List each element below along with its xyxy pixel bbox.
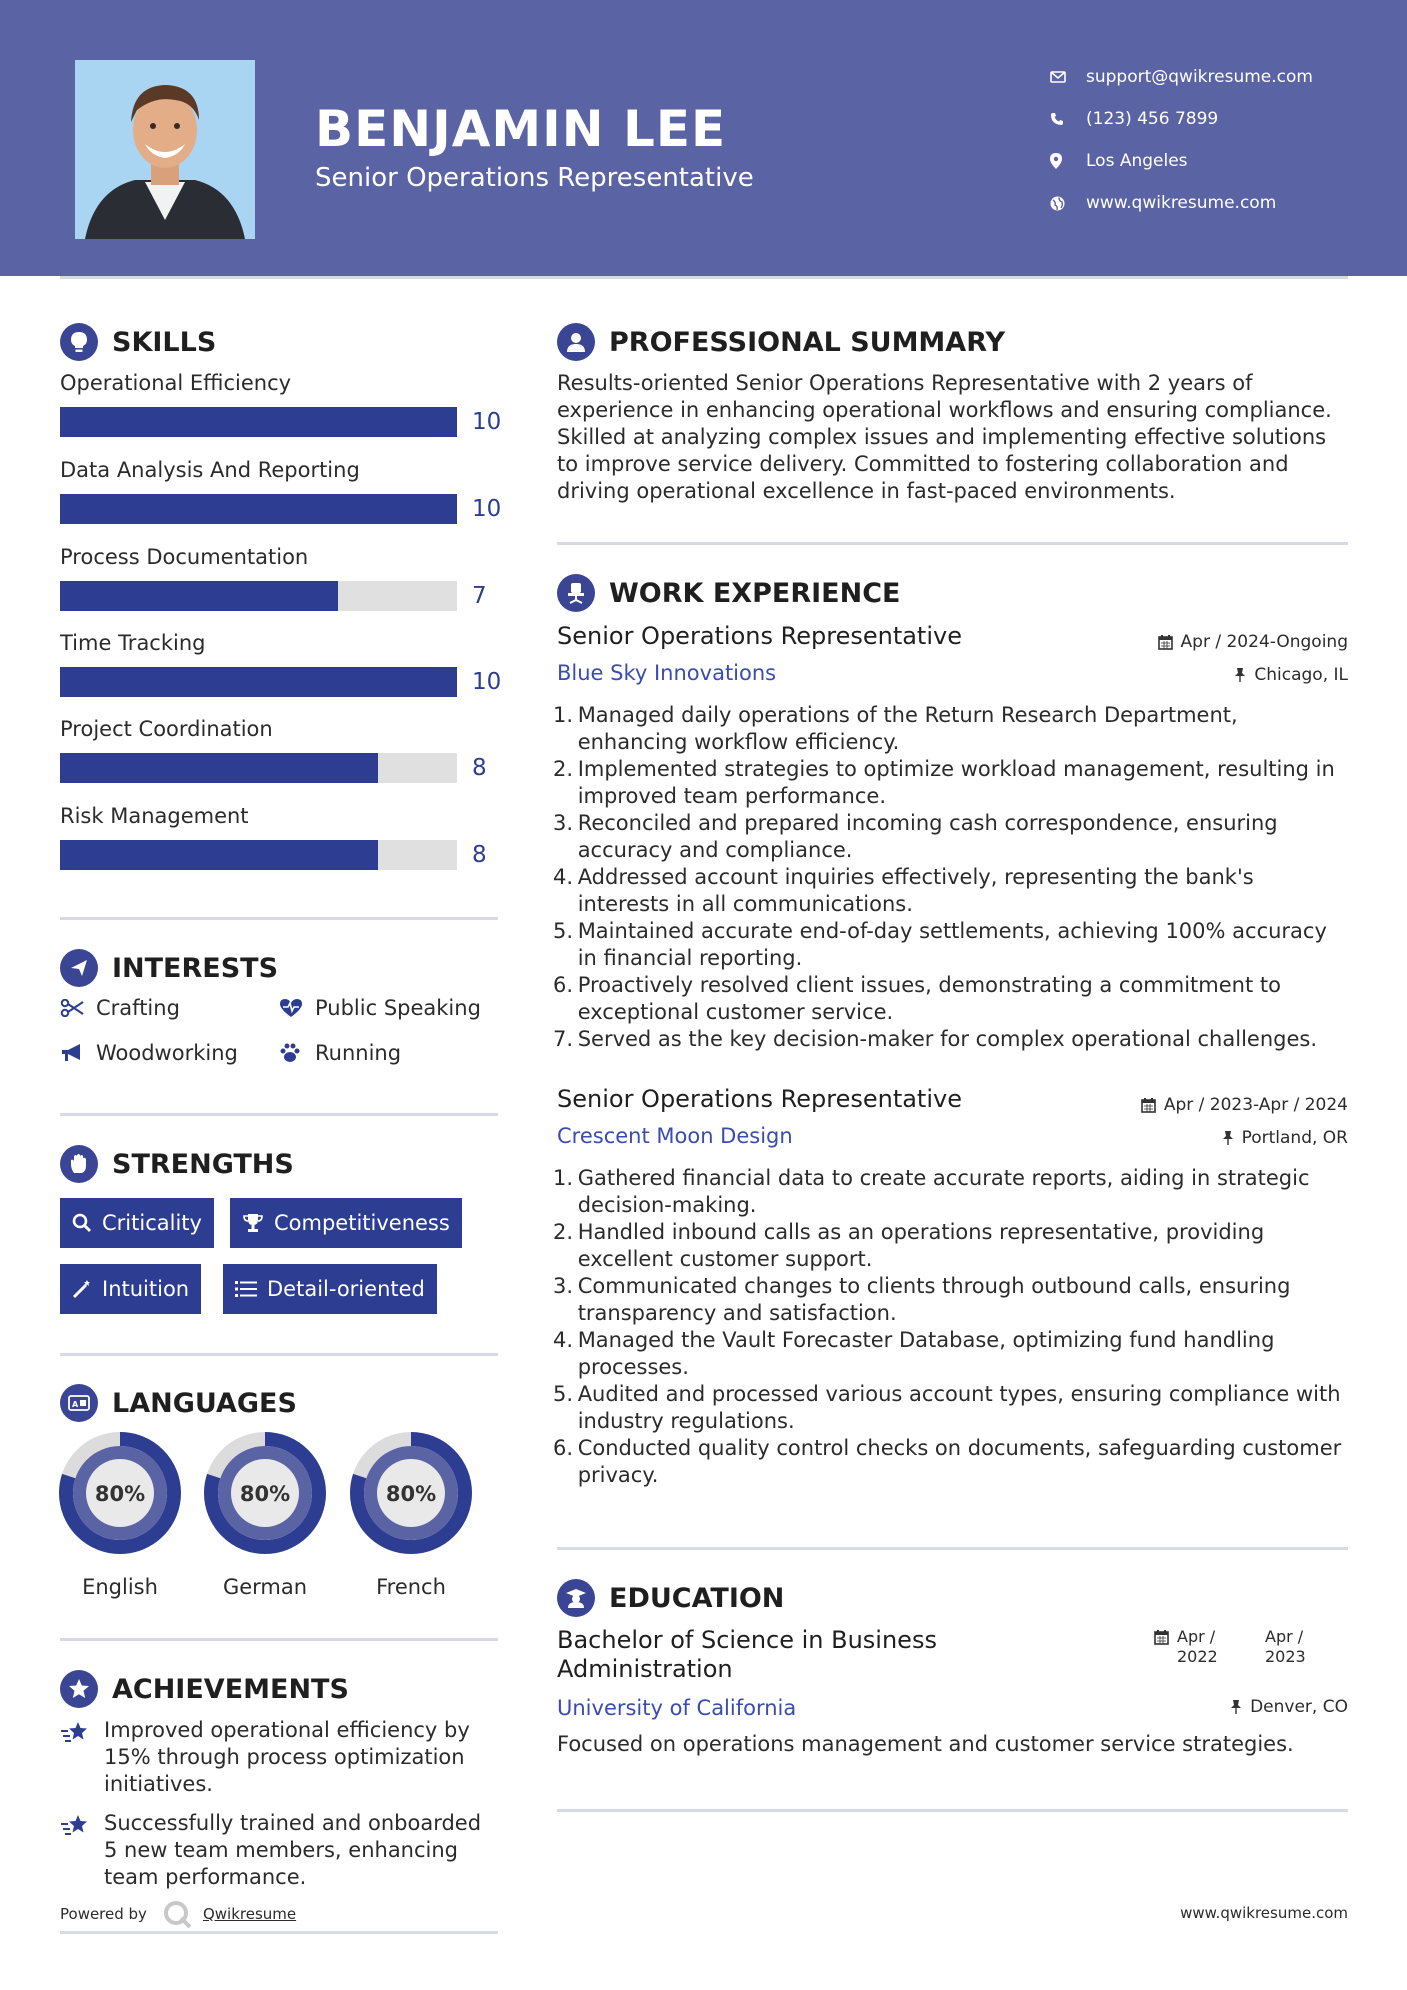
interest-item [279,996,481,1020]
resume-header [0,0,1407,276]
strength-tag [223,1264,437,1314]
interests-heading [60,949,278,987]
job-bullet: 3. Communicated changes to clients through outbound calls, ensuring transparency and satisfaction. [553,1274,1291,1325]
education-heading [557,1579,784,1617]
qwikresume-logo-icon [163,1900,193,1928]
skills-heading [60,323,216,361]
languages-title: LANGUAGES [112,1387,297,1419]
job-dates [1158,632,1348,652]
skill-bar-fill [60,581,338,611]
language-ring [58,1431,182,1555]
lightbulb-icon [60,323,98,361]
calendar-icon [1158,635,1173,650]
achievement-text: Successfully trained and onboarded 5 new team members, enhancing team performance. [104,1811,482,1889]
skills-title: SKILLS [112,326,217,358]
language-name: German [222,1575,308,1599]
user-icon [557,323,595,361]
skill-name: Project Coordination [60,717,273,741]
job-bullet: 1. Gathered financial data to create accurate reports, aiding in strategic decision-making. [553,1166,1310,1217]
job-bullet: 3. Reconciled and prepared incoming cash correspondence, ensuring accuracy and compliance. [553,811,1278,862]
section-divider [60,1113,498,1116]
skill-name: Process Documentation [60,545,309,569]
svg-text:A: A [72,1400,79,1409]
location-icon [1050,153,1086,169]
heart-pulse-icon [279,998,315,1018]
contact-location [1050,140,1313,182]
interest-label: Woodworking [96,1041,238,1065]
hand-icon [60,1145,98,1183]
footer-url[interactable]: www.qwikresume.com [1180,1904,1348,1922]
skill-item [60,804,500,870]
language-card-icon [60,1384,98,1422]
job-bullets [553,1165,1347,1489]
section-divider [60,1353,498,1356]
skill-item [60,631,500,697]
pushpin-icon [1234,667,1246,683]
skill-bar [60,494,457,524]
section-divider [557,1547,1348,1550]
interest-item [60,1041,238,1065]
skill-value: 10 [472,409,502,435]
search-icon [72,1213,92,1233]
job-bullet: 7. Served as the key decision-maker for complex operational challenges. [553,1027,1318,1051]
contact-location-text: Los Angeles [1086,151,1188,171]
contact-email[interactable] [1050,56,1313,98]
languages-heading [60,1384,297,1422]
education-dates [1154,1627,1315,1667]
interest-label: Running [315,1041,402,1065]
interest-item [60,996,180,1020]
skill-item [60,458,500,524]
job-bullet: 4. Managed the Vault Forecaster Database, optimizing fund handling processes. [553,1328,1275,1379]
calendar-icon [1154,1627,1169,1667]
email-icon [1050,71,1086,83]
skill-name: Operational Efficiency [60,371,292,395]
job-dates [1141,1095,1348,1115]
education-description: Focused on operations management and customer service strategies. [557,1732,1294,1756]
shooting-star-icon [60,1717,104,1798]
skill-value: 10 [472,496,502,522]
section-divider [557,542,1348,545]
office-chair-icon [557,574,595,612]
phone-icon [1050,112,1086,126]
skill-bar-fill [60,407,457,437]
contact-phone[interactable] [1050,98,1313,140]
footer-divider [60,1931,498,1934]
contact-phone-text: (123) 456 7899 [1086,109,1219,129]
strength-tag [230,1198,462,1248]
achievements-heading [60,1670,349,1708]
language-name: French [376,1575,446,1599]
skill-name: Time Tracking [60,631,206,655]
strength-label: Competitiveness [274,1211,450,1235]
strength-tag [60,1264,201,1314]
strengths-heading [60,1145,294,1183]
summary-heading [557,323,1005,361]
achievement-item [60,1717,500,1798]
strength-label: Intuition [102,1277,190,1301]
job-title: Senior Operations Representative [557,622,962,650]
section-divider [557,1809,1348,1812]
summary-text: Results-oriented Senior Operations Representative with 2 years of experience in enhancing operational workflows and ensuring compliance. Skilled at analyzing complex issues and implementing effective solutions to improve service delivery. Committed to fostering collaboration and driving operational excellence in fast-paced environments. [557,371,1332,503]
skill-item [60,545,500,611]
company-name[interactable]: Crescent Moon Design [557,1124,793,1148]
job-bullet: 6. Conducted quality control checks on documents, safeguarding customer privacy. [553,1436,1342,1487]
graduate-icon [557,1579,595,1617]
skill-bar [60,753,457,783]
shooting-star-icon [60,1810,104,1891]
skill-bar [60,667,457,697]
skill-bar [60,581,457,611]
globe-icon [1050,196,1086,211]
job-bullets [553,702,1347,1053]
megaphone-icon [60,1043,96,1063]
job-dates-text: Apr / 2024-Ongoing [1180,632,1348,652]
skill-value: 7 [472,583,487,609]
profile-photo [75,60,255,239]
achievement-item [60,1810,500,1891]
star-badge-icon [60,1670,98,1708]
interests-title: INTERESTS [112,952,279,984]
contact-website[interactable] [1050,182,1313,224]
skill-value: 8 [472,755,487,781]
skill-name: Risk Management [60,804,249,828]
skill-item [60,371,500,437]
section-divider [60,917,498,920]
contact-website-text: www.qwikresume.com [1086,193,1277,213]
language-ring [203,1431,327,1555]
candidate-name: BENJAMIN LEE [315,100,727,158]
strength-tag [60,1198,214,1248]
education-title: EDUCATION [609,1582,785,1614]
company-name[interactable]: Blue Sky Innovations [557,661,777,685]
interest-item [279,1041,401,1065]
education-start: Apr / 2022 [1177,1627,1218,1666]
experience-title: WORK EXPERIENCE [609,577,901,609]
magic-wand-icon [72,1279,92,1299]
job-location-text: Portland, OR [1241,1128,1348,1148]
summary-title: PROFESSIONAL SUMMARY [609,326,1006,358]
language-item [203,1431,327,1599]
job-bullet: 6. Proactively resolved client issues, demonstrating a commitment to exceptional customer service. [553,973,1281,1024]
job-dates-text: Apr / 2023-Apr / 2024 [1163,1095,1348,1115]
skill-bar [60,407,457,437]
skill-bar-fill [60,840,378,870]
job-bullet: 5. Maintained accurate end-of-day settlements, achieving 100% accuracy in financial reporting. [553,919,1327,970]
scissors-icon [60,999,96,1017]
powered-by [60,1900,296,1928]
strengths-title: STRENGTHS [112,1148,294,1180]
language-percent: 80% [385,1482,437,1506]
job-bullet: 2. Implemented strategies to optimize workload management, resulting in improved team performance. [553,757,1335,808]
calendar-icon [1141,1098,1156,1113]
header-divider [60,276,1348,279]
education-end: Apr / 2023 [1265,1627,1306,1666]
skill-bar-fill [60,494,457,524]
paper-plane-icon [60,949,98,987]
section-divider [60,1638,498,1641]
candidate-role: Senior Operations Representative [315,163,754,193]
interest-label: Public Speaking [315,996,481,1020]
skill-name: Data Analysis And Reporting [60,458,360,482]
pushpin-icon [1222,1130,1234,1146]
strength-label: Detail-oriented [267,1277,425,1301]
education-location [1230,1697,1348,1717]
language-item [58,1431,182,1599]
language-item [349,1431,473,1599]
skill-value: 8 [472,842,487,868]
job-bullet: 5. Audited and processed various account types, ensuring compliance with industry regulations. [553,1382,1341,1433]
list-icon [235,1280,257,1298]
degree-title: Bachelor of Science in Business Administration [557,1626,937,1683]
job-bullet: 2. Handled inbound calls as an operations representative, providing excellent customer support. [553,1220,1265,1271]
skill-bar-fill [60,753,378,783]
job-location [1234,665,1348,685]
job-location [1222,1128,1348,1148]
qwikresume-link[interactable]: Qwikresume [202,1905,297,1923]
strength-label: Criticality [102,1211,202,1235]
language-ring [349,1431,473,1555]
skill-bar [60,840,457,870]
job-title: Senior Operations Representative [557,1085,962,1113]
skill-value: 10 [472,669,502,695]
school-name[interactable]: University of California [557,1696,797,1720]
powered-by-label: Powered by [60,1905,147,1923]
job-location-text: Chicago, IL [1254,665,1348,685]
experience-heading [557,574,900,612]
language-percent: 80% [94,1482,146,1506]
job-bullet: 1. Managed daily operations of the Return Research Department, enhancing workflow efficiency. [553,703,1238,754]
interest-label: Crafting [96,996,180,1020]
language-percent: 80% [239,1482,291,1506]
pushpin-icon [1230,1699,1242,1715]
language-name: English [82,1575,158,1599]
skill-bar-fill [60,667,457,697]
achievement-text: Improved operational efficiency by 15% through process optimization initiatives. [104,1718,470,1796]
contact-email-text: support@qwikresume.com [1086,67,1313,87]
contact-list [1050,56,1313,224]
education-location-text: Denver, CO [1250,1697,1348,1717]
paw-icon [279,1043,315,1063]
achievements-title: ACHIEVEMENTS [112,1673,349,1705]
trophy-icon [242,1213,264,1233]
skill-item [60,717,500,783]
job-bullet: 4. Addressed account inquiries effectively, representing the bank's interests in all communications. [553,865,1254,916]
